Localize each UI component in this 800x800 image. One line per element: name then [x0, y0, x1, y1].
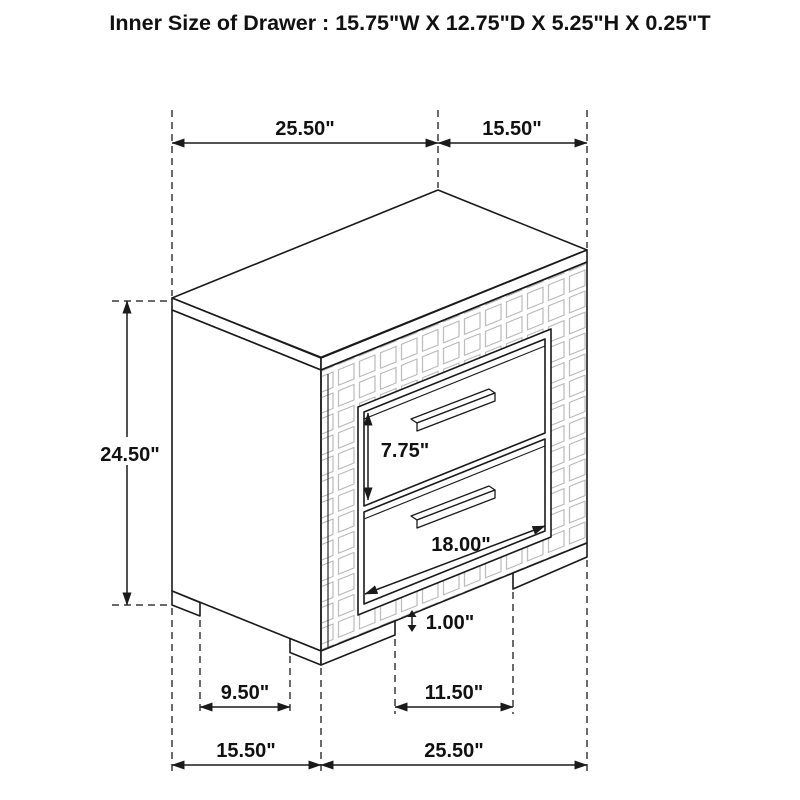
dim-bottom-depth-label: 15.50": [216, 740, 276, 762]
dim-drawer-height-label: 7.75": [380, 440, 430, 462]
dim-drawer-width-label: 18.00": [431, 534, 491, 556]
dim-foot-height-label: 1.00": [425, 612, 475, 634]
diagram-title: Inner Size of Drawer : 15.75"W X 12.75"D X 5.25"H X 0.25"T: [109, 11, 711, 35]
nightstand-drawing: [172, 190, 587, 665]
dim-bottom-width-label: 25.50": [424, 740, 484, 762]
dim-top-depth-label: 15.50": [482, 118, 542, 140]
dim-front-foot-gap-label: 11.50": [424, 682, 484, 704]
dim-height-label: 24.50": [100, 444, 160, 466]
dim-side-foot-gap-label: 9.50": [220, 682, 270, 704]
dim-top-width-label: 25.50": [275, 118, 335, 140]
